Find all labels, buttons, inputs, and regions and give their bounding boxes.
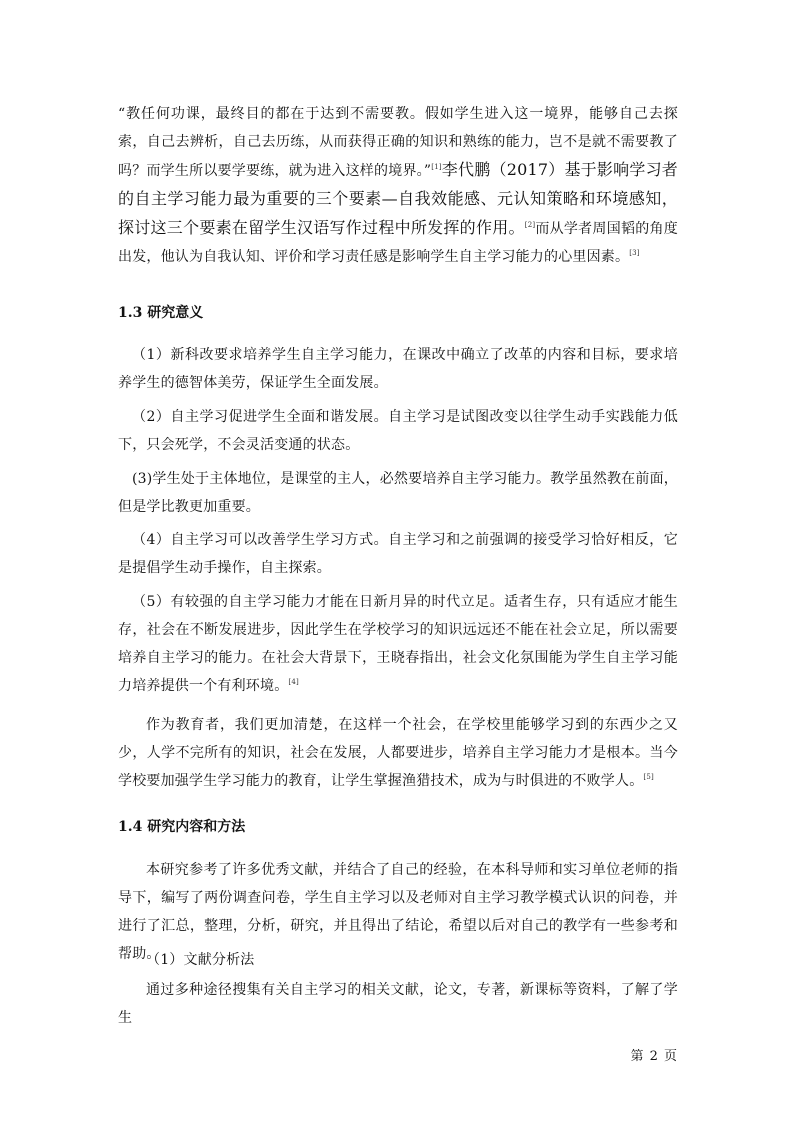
educator-paragraph-text: 作为教育者，我们更加清楚，在这样一个社会，在学校里能够学习到的东西少之又少，人学不完所有的知识，社会在发展，人都要进步，培养自主学习能力才是根本。当今学校要加强学生学习能力的教育，让学生掌握渔猎技术，成为与时俱进的不败学人。 — [118, 717, 678, 789]
significance-item-5 — [118, 588, 678, 700]
method-1-title: （1）文献分析法 — [146, 952, 255, 968]
significance-item-5-text: （5）有较强的自主学习能力才能在日新月异的时代立足。适者生存，只有适应才能生存，社会在不断发展进步，因此学生在学校学习的知识远远还不能在社会立足，所以需要培养自主学习的能力。在社会大背景下，王晓春指出，社会文化氛围能为学生自主学习能力培养提供一个有利环境。 — [118, 594, 678, 694]
citation-ref-4: [4] — [288, 678, 299, 686]
significance-item-3: (3)学生处于主体地位，是课堂的主人，必然要培养自主学习能力。教学虽然教在前面，但是学比教更加重要。 — [118, 471, 678, 515]
significance-item-4: （4）自主学习可以改善学生学习方式。自主学习和之前强调的接受学习恰好相反，它是提倡学生动手操作，自主探索。 — [118, 532, 678, 576]
li-daipeng-text: 李代鹏（2017）基于影响学习者的自主学习能力最为重要的三个要素—自我效能感、元认知策略和环境感知，探讨这三个要素在留学生汉语写作过程中所发挥的作用。 — [118, 160, 678, 237]
citation-ref-1: [1] — [431, 163, 442, 171]
zhou-guotao-text: 而从学者周国韬的角度出发，他认为自我认知、评价和学习责任感是影响学生自主学习能力的心里因素。 — [118, 221, 678, 265]
intro-paragraph — [118, 100, 678, 271]
educator-paragraph — [118, 711, 678, 795]
section-heading-1-4: 1.4 研究内容和方法 — [118, 819, 246, 835]
citation-ref-5: [5] — [643, 773, 654, 781]
citation-ref-3: [3] — [629, 249, 640, 257]
significance-item-2: （2）自主学习促进学生全面和谐发展。自主学习是试图改变以往学生动手实践能力低下，只会死学，不会灵活变通的状态。 — [118, 409, 678, 453]
quote-text: “教任何功课，最终目的都在于达到不需要教。假如学生进入这一境界，能够自己去探索，自己去辨析，自己去历练，从而获得正确的知识和熟练的能力，岂不是就不需要教了吗？而学生所以要学要练，就为进入这样的境界。” — [118, 106, 678, 179]
citation-ref-2: [2] — [524, 221, 536, 229]
method-1-text: 通过多种途径搜集有关自主学习的相关文献，论文，专著，新课标等资料，了解了学生 — [118, 982, 678, 1026]
research-intro-paragraph: 本研究参考了许多优秀文献，并结合了自己的经验，在本科导师和实习单位老师的指导下，编写了两份调查问卷，学生自主学习以及老师对自主学习教学模式认识的问卷，并进行了汇总，整理，分析，研究，并且得出了结论，希望以后对自己的教学有一些参考和帮助。 — [118, 862, 678, 962]
section-heading-1-3: 1.3 研究意义 — [118, 305, 204, 321]
page-number: 第 2 页 — [630, 1049, 678, 1064]
significance-item-1: （1）新科改要求培养学生自主学习能力，在课改中确立了改革的内容和目标，要求培养学生的德智体美劳，保证学生全面发展。 — [118, 347, 678, 391]
